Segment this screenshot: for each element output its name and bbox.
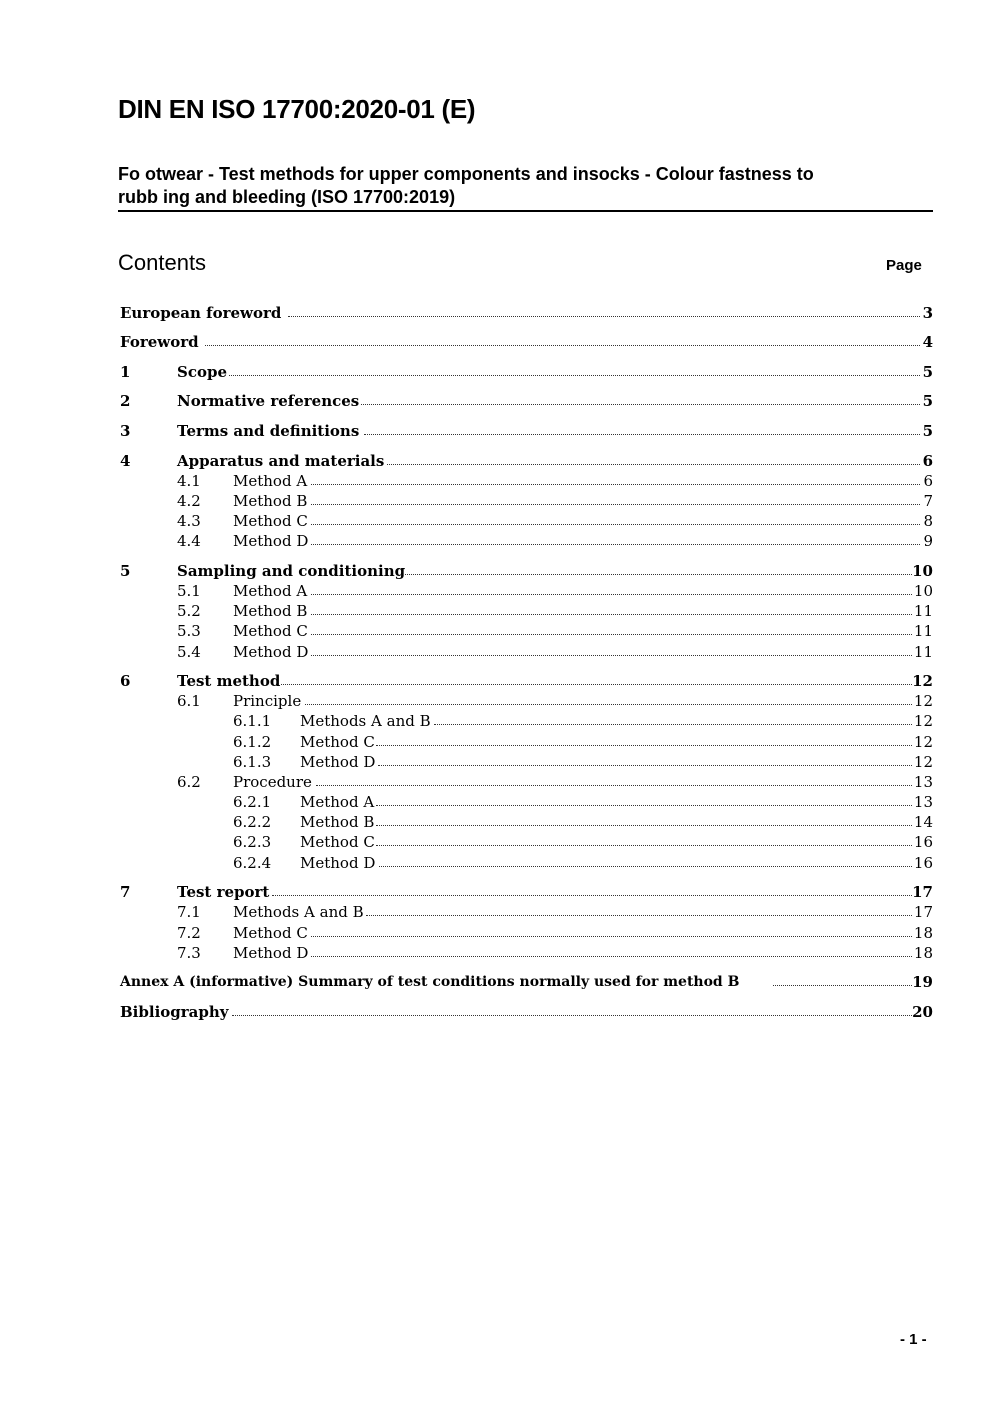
toc-leader [316, 785, 912, 786]
toc-entry-label: Method D [300, 854, 376, 872]
contents-heading: Contents [118, 250, 207, 275]
toc-entry-number: 1 [120, 363, 131, 381]
toc-entry-label: Test method [177, 672, 281, 690]
toc-entry[interactable] [0, 902, 992, 922]
toc-entry-page: 18 [913, 924, 933, 942]
toc-entry-number: 7.2 [177, 924, 201, 942]
title-line-1: Fo otwear - Test methods for upper components and insocks - Colour fastness to [118, 164, 814, 184]
toc-entry-page: 18 [913, 944, 933, 962]
toc-leader [311, 614, 912, 615]
toc-entry[interactable] [0, 491, 992, 511]
toc-entry-label: Normative references [177, 392, 360, 410]
toc-leader [305, 704, 912, 705]
toc-leader [311, 544, 920, 545]
toc-entry-page: 11 [913, 622, 933, 640]
toc-entry-page: 16 [913, 833, 933, 851]
toc-entry-label: Method A [233, 472, 308, 490]
toc-entry-label: Method D [300, 753, 376, 771]
title-underline [118, 210, 933, 212]
toc-entry-number: 5 [120, 562, 131, 580]
toc-leader [376, 825, 912, 826]
toc-leader [281, 684, 912, 685]
toc-entry-label: Method C [233, 924, 308, 942]
toc-entry-page: 11 [913, 602, 933, 620]
toc-entry-label: Scope [177, 363, 228, 381]
toc-entry-label: Foreword [120, 333, 199, 351]
toc-entry[interactable] [0, 732, 992, 752]
toc-entry-label: Bibliography [120, 1003, 229, 1021]
toc-entry-page: 12 [913, 733, 933, 751]
toc-entry[interactable] [0, 391, 992, 411]
toc-leader [311, 594, 912, 595]
toc-entry-page: 5 [922, 392, 933, 410]
toc-entry-label: Method B [300, 813, 375, 831]
toc-entry[interactable] [0, 531, 992, 551]
toc-entry-label: Sampling and conditioning [177, 562, 406, 580]
toc-leader [311, 484, 920, 485]
toc-entry[interactable] [0, 1002, 992, 1022]
toc-entry-page: 8 [923, 512, 933, 530]
toc-leader [376, 805, 912, 806]
toc-entry-page: 7 [923, 492, 933, 510]
toc-entry[interactable] [0, 471, 992, 491]
toc-entry-label: Methods A and B [300, 712, 431, 730]
toc-entry-number: 2 [120, 392, 131, 410]
toc-leader [311, 634, 912, 635]
toc-entry[interactable] [0, 853, 992, 873]
toc-entry-label: Method B [233, 492, 308, 510]
toc-entry-page: 4 [922, 333, 933, 351]
toc-entry-number: 5.4 [177, 643, 201, 661]
toc-leader [311, 504, 920, 505]
toc-leader [288, 316, 920, 317]
toc-entry-number: 6 [120, 672, 131, 690]
toc-leader [311, 936, 912, 937]
toc-entry-number: 6.2 [177, 773, 201, 791]
toc-entry-page: 6 [923, 472, 933, 490]
toc-entry-page: 5 [922, 422, 933, 440]
toc-entry-label: Method D [233, 643, 309, 661]
toc-entry[interactable] [0, 752, 992, 772]
toc-entry-number: 4.4 [177, 532, 201, 550]
toc-entry-label: Procedure [233, 773, 312, 791]
toc-leader [376, 745, 912, 746]
title-line-2: rubb ing and bleeding (ISO 17700:2019) [118, 187, 456, 207]
toc-entry[interactable] [0, 772, 992, 792]
toc-leader [364, 434, 920, 435]
toc-entry-page: 12 [913, 712, 933, 730]
toc-leader [229, 375, 920, 376]
toc-entry-number: 6.1.1 [233, 712, 272, 730]
toc-entry-number: 6.2.2 [233, 813, 272, 831]
toc-entry-label: Method A [233, 582, 308, 600]
toc-entry-page: 10 [913, 582, 933, 600]
toc-entry[interactable] [0, 362, 992, 382]
toc-entry-page: 10 [912, 562, 933, 580]
toc-entry-page: 16 [913, 854, 933, 872]
toc-entry-page: 12 [913, 692, 933, 710]
toc-entry-label: Method C [233, 512, 308, 530]
toc-entry-page: 12 [912, 672, 933, 690]
toc-entry[interactable] [0, 972, 992, 992]
toc-leader [311, 524, 920, 525]
toc-entry[interactable] [0, 671, 992, 691]
toc-entry[interactable] [0, 451, 992, 471]
document-id: DIN EN ISO 17700:2020-01 (E) [118, 94, 476, 124]
toc-leader [205, 345, 920, 346]
toc-entry-number: 5.1 [177, 582, 201, 600]
toc-entry[interactable] [0, 832, 992, 852]
toc-leader [376, 845, 912, 846]
toc-entry-number: 5.3 [177, 622, 201, 640]
document-title [118, 163, 918, 209]
toc-entry-page: 3 [922, 304, 933, 322]
toc-entry-number: 6.2.4 [233, 854, 272, 872]
toc-entry-number: 6.1 [177, 692, 201, 710]
toc-entry[interactable] [0, 792, 992, 812]
toc-entry-number: 7.1 [177, 903, 201, 921]
toc-entry-page: 5 [922, 363, 933, 381]
toc-entry-page: 19 [912, 973, 933, 991]
toc-entry-label: Method B [233, 602, 308, 620]
toc-entry-number: 6.2.3 [233, 833, 272, 851]
toc-leader [361, 404, 920, 405]
toc-leader [272, 895, 912, 896]
page-number: - 1 - [900, 1331, 927, 1348]
toc-entry-label: Method C [233, 622, 308, 640]
toc-entry-label: Principle [233, 692, 302, 710]
toc-entry[interactable] [0, 711, 992, 731]
toc-entry-number: 4.3 [177, 512, 201, 530]
toc-entry-label: Terms and definitions [177, 422, 360, 440]
toc-entry[interactable] [0, 561, 992, 581]
toc-entry[interactable] [0, 923, 992, 943]
toc-entry-page: 17 [913, 903, 933, 921]
toc-entry-page: 12 [913, 753, 933, 771]
toc-entry[interactable] [0, 601, 992, 621]
toc-entry-label: Method A [300, 793, 375, 811]
toc-entry-label: Test report [177, 883, 270, 901]
toc-entry-number: 7 [120, 883, 131, 901]
toc-entry[interactable] [0, 303, 992, 323]
toc-entry-number: 6.1.3 [233, 753, 272, 771]
toc-entry[interactable] [0, 581, 992, 601]
toc-entry[interactable] [0, 511, 992, 531]
toc-entry-page: 13 [913, 793, 933, 811]
toc-entry-label: Annex A (informative) Summary of test conditions normally used for method B [120, 974, 740, 990]
toc-entry-number: 4.2 [177, 492, 201, 510]
toc-leader [405, 574, 912, 575]
toc-leader [387, 464, 920, 465]
toc-leader [378, 765, 912, 766]
toc-entry[interactable] [0, 882, 992, 902]
toc-leader [311, 956, 912, 957]
toc-entry-page: 13 [913, 773, 933, 791]
toc-entry-label: Methods A and B [233, 903, 364, 921]
toc-entry[interactable] [0, 332, 992, 352]
toc-entry-page: 9 [923, 532, 933, 550]
toc-entry-label: Method D [233, 944, 309, 962]
toc-entry-label: Apparatus and materials [177, 452, 385, 470]
toc-entry[interactable] [0, 421, 992, 441]
toc-leader [311, 655, 912, 656]
toc-leader [379, 866, 912, 867]
page-column-heading: Page [886, 257, 922, 274]
toc-entry-label: European foreword [120, 304, 282, 322]
toc-entry-label: Method D [233, 532, 309, 550]
toc-leader [366, 915, 912, 916]
toc-entry-label: Method C [300, 733, 375, 751]
toc-entry[interactable] [0, 621, 992, 641]
toc-entry-number: 4 [120, 452, 131, 470]
toc-entry-page: 20 [912, 1003, 933, 1021]
toc-entry[interactable] [0, 642, 992, 662]
toc-leader [434, 724, 912, 725]
toc-leader [232, 1015, 912, 1016]
toc-entry[interactable] [0, 812, 992, 832]
toc-entry-page: 17 [912, 883, 933, 901]
toc-entry-number: 3 [120, 422, 131, 440]
toc-entry-number: 7.3 [177, 944, 201, 962]
toc-entry-number: 5.2 [177, 602, 201, 620]
toc-entry-page: 14 [913, 813, 933, 831]
toc-entry-page: 11 [913, 643, 933, 661]
toc-entry-label: Method C [300, 833, 375, 851]
toc-leader [773, 985, 912, 986]
toc-entry-number: 4.1 [177, 472, 201, 490]
toc-entry[interactable] [0, 691, 992, 711]
toc-entry[interactable] [0, 943, 992, 963]
toc-entry-number: 6.1.2 [233, 733, 272, 751]
toc-entry-number: 6.2.1 [233, 793, 272, 811]
toc-entry-page: 6 [922, 452, 933, 470]
